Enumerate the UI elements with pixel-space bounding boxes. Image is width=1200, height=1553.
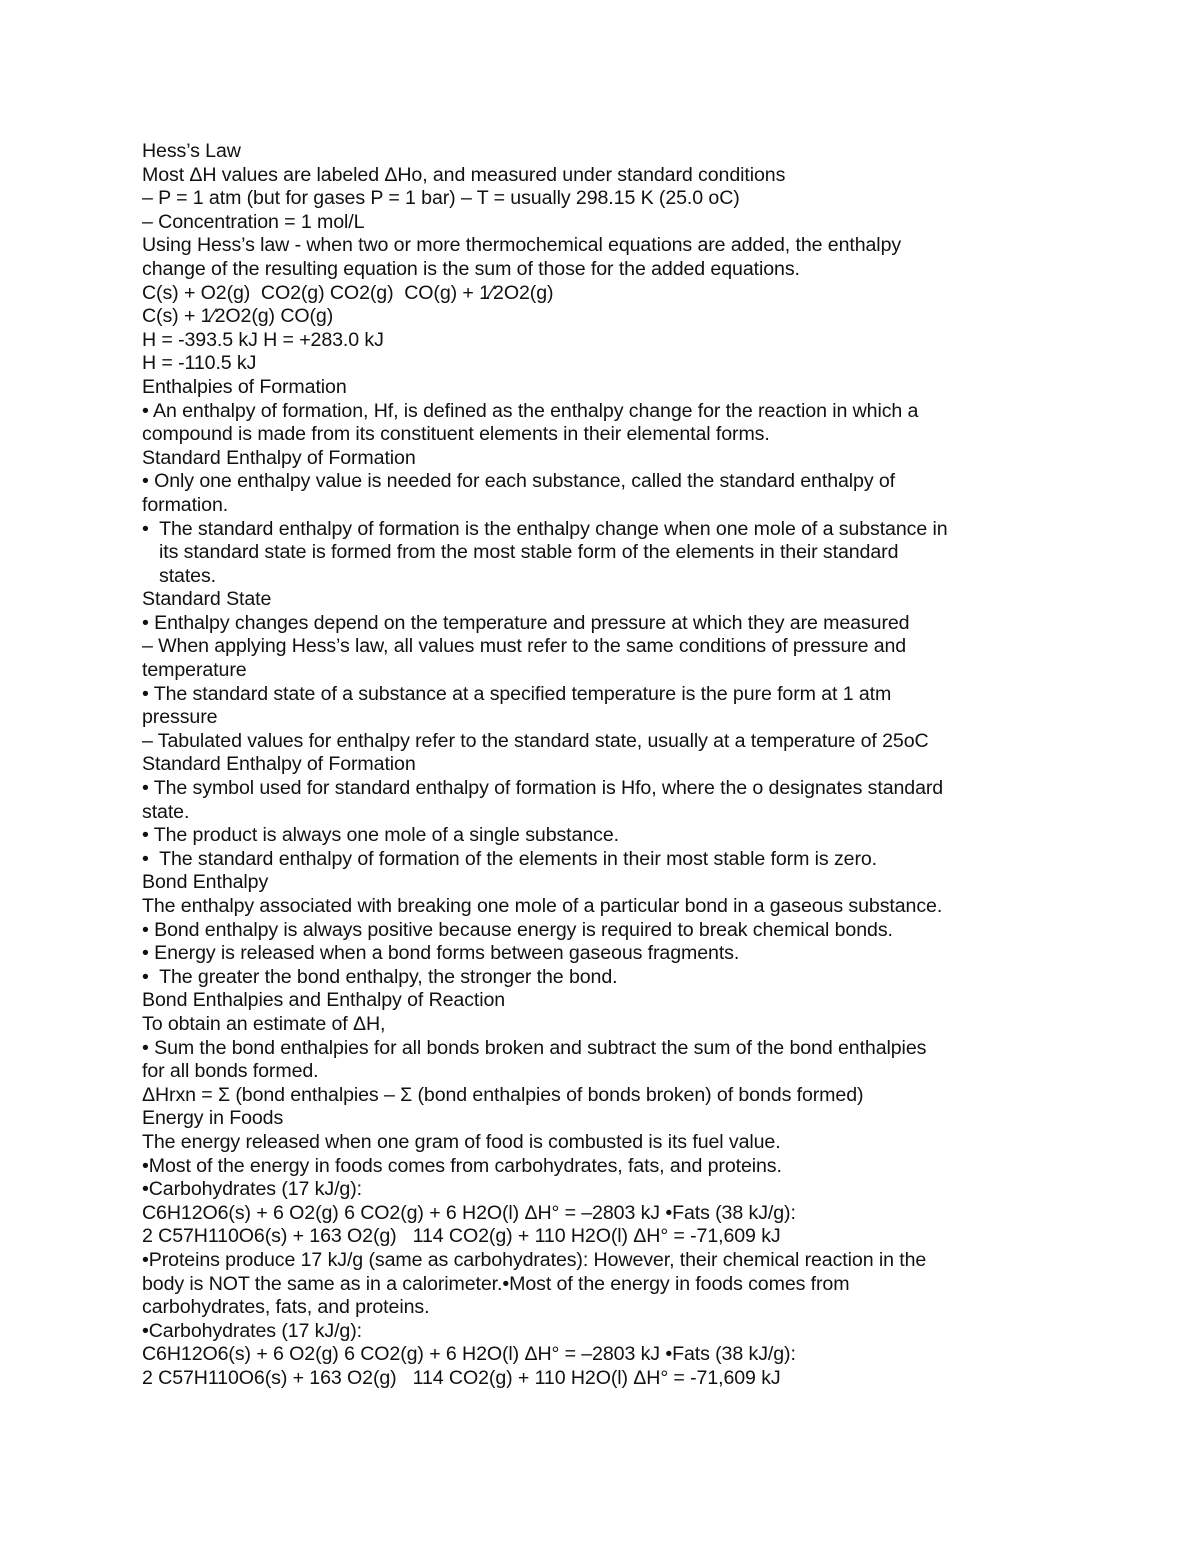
text-line: temperature bbox=[142, 659, 247, 682]
text-line: The energy released when one gram of food is combusted is its fuel value. bbox=[142, 1130, 781, 1153]
text-line: 2 C57H110O6(s) + 163 O2(g) 114 CO2(g) + 110 H2O(l) ΔH° = -71,609 kJ bbox=[142, 1366, 781, 1389]
text-line: Most ΔH values are labeled ΔHo, and measured under standard conditions bbox=[142, 163, 786, 186]
text-line: • The symbol used for standard enthalpy of formation is Hfo, where the o designates standard bbox=[142, 777, 944, 800]
text-line: To obtain an estimate of ΔH, bbox=[142, 1012, 386, 1035]
text-line: ΔHrxn = Σ (bond enthalpies – Σ (bond enthalpies of bonds broken) of bonds formed) bbox=[142, 1083, 864, 1106]
text-line: The enthalpy associated with breaking one mole of a particular bond in a gaseous substance. bbox=[142, 895, 943, 917]
text-line: • An enthalpy of formation, Hf, is defined as the enthalpy change for the reaction in which a bbox=[142, 399, 919, 422]
text-line: compound is made from its constituent elements in their elemental forms. bbox=[142, 423, 770, 446]
text-line: change of the resulting equation is the sum of those for the added equations. bbox=[142, 257, 800, 280]
text-line: Bond Enthalpies and Enthalpy of Reaction bbox=[142, 989, 506, 1012]
text-line: • The standard enthalpy of formation is the enthalpy change when one mole of a substance in bbox=[142, 517, 948, 540]
text-line: Standard State bbox=[142, 588, 272, 611]
text-line: Hess’s Law bbox=[142, 140, 241, 162]
text-line: • Only one enthalpy value is needed for each substance, called the standard enthalpy of bbox=[142, 470, 896, 493]
text-line: carbohydrates, fats, and proteins. bbox=[142, 1296, 430, 1319]
text-line: formation. bbox=[142, 493, 229, 516]
text-line: C6H12O6(s) + 6 O2(g) 6 CO2(g) + 6 H2O(l) ΔH° = –2803 kJ •Fats (38 kJ/g): bbox=[142, 1201, 796, 1224]
text-line: •Most of the energy in foods comes from carbohydrates, fats, and proteins. bbox=[142, 1154, 782, 1177]
text-line: •Carbohydrates (17 kJ/g): bbox=[142, 1178, 362, 1201]
text-line: •Carbohydrates (17 kJ/g): bbox=[142, 1319, 362, 1342]
text-line: C(s) + 1⁄2O2(g) CO(g) bbox=[142, 305, 334, 328]
text-line: • Enthalpy changes depend on the temperature and pressure at which they are measured bbox=[142, 611, 910, 634]
text-line: Enthalpies of Formation bbox=[142, 375, 347, 398]
text-line: H = -110.5 kJ bbox=[142, 352, 257, 375]
text-line: its standard state is formed from the most stable form of the elements in their standard bbox=[159, 541, 899, 564]
text-line: • Bond enthalpy is always positive because energy is required to break chemical bonds. bbox=[142, 918, 893, 941]
text-line: Bond Enthalpy bbox=[142, 871, 269, 894]
text-line: • The standard state of a substance at a specified temperature is the pure form at 1 atm bbox=[142, 682, 892, 705]
text-line: • The product is always one mole of a single substance. bbox=[142, 824, 619, 847]
text-line: – Tabulated values for enthalpy refer to the standard state, usually at a temperature of 25oC bbox=[142, 729, 929, 752]
text-line: 2 C57H110O6(s) + 163 O2(g) 114 CO2(g) + 110 H2O(l) ΔH° = -71,609 kJ bbox=[142, 1225, 781, 1248]
text-line: Using Hess’s law - when two or more thermochemical equations are added, the enthalpy bbox=[142, 234, 902, 257]
text-line: – When applying Hess’s law, all values must refer to the same conditions of pressure and bbox=[142, 635, 907, 658]
text-line: Energy in Foods bbox=[142, 1107, 284, 1130]
text-line: pressure bbox=[142, 706, 218, 729]
text-line: C6H12O6(s) + 6 O2(g) 6 CO2(g) + 6 H2O(l) ΔH° = –2803 kJ •Fats (38 kJ/g): bbox=[142, 1343, 796, 1366]
text-line: • Sum the bond enthalpies for all bonds broken and subtract the sum of the bond enthalpies bbox=[142, 1036, 927, 1059]
text-line: • The standard enthalpy of formation of the elements in their most stable form is zero. bbox=[142, 847, 878, 870]
text-line: – Concentration = 1 mol/L bbox=[142, 210, 365, 233]
text-line: •Proteins produce 17 kJ/g (same as carbohydrates): However, their chemical reaction in the bbox=[142, 1248, 927, 1271]
text-line: • Energy is released when a bond forms between gaseous fragments. bbox=[142, 942, 740, 965]
text-line: – P = 1 atm (but for gases P = 1 bar) – T = usually 298.15 K (25.0 oC) bbox=[142, 187, 740, 210]
text-line: C(s) + O2(g) CO2(g) CO2(g) CO(g) + 1⁄2O2(g) bbox=[142, 281, 554, 304]
text-line: body is NOT the same as in a calorimeter.•Most of the energy in foods comes from bbox=[142, 1272, 850, 1295]
text-line: • The greater the bond enthalpy, the stronger the bond. bbox=[142, 965, 618, 988]
text-line: Standard Enthalpy of Formation bbox=[142, 446, 416, 469]
text-line: for all bonds formed. bbox=[142, 1060, 319, 1083]
document-body bbox=[142, 140, 1062, 1390]
text-line: state. bbox=[142, 800, 190, 823]
text-line: Standard Enthalpy of Formation bbox=[142, 753, 416, 776]
text-line: states. bbox=[159, 564, 217, 587]
text-line: H = -393.5 kJ H = +283.0 kJ bbox=[142, 328, 384, 351]
